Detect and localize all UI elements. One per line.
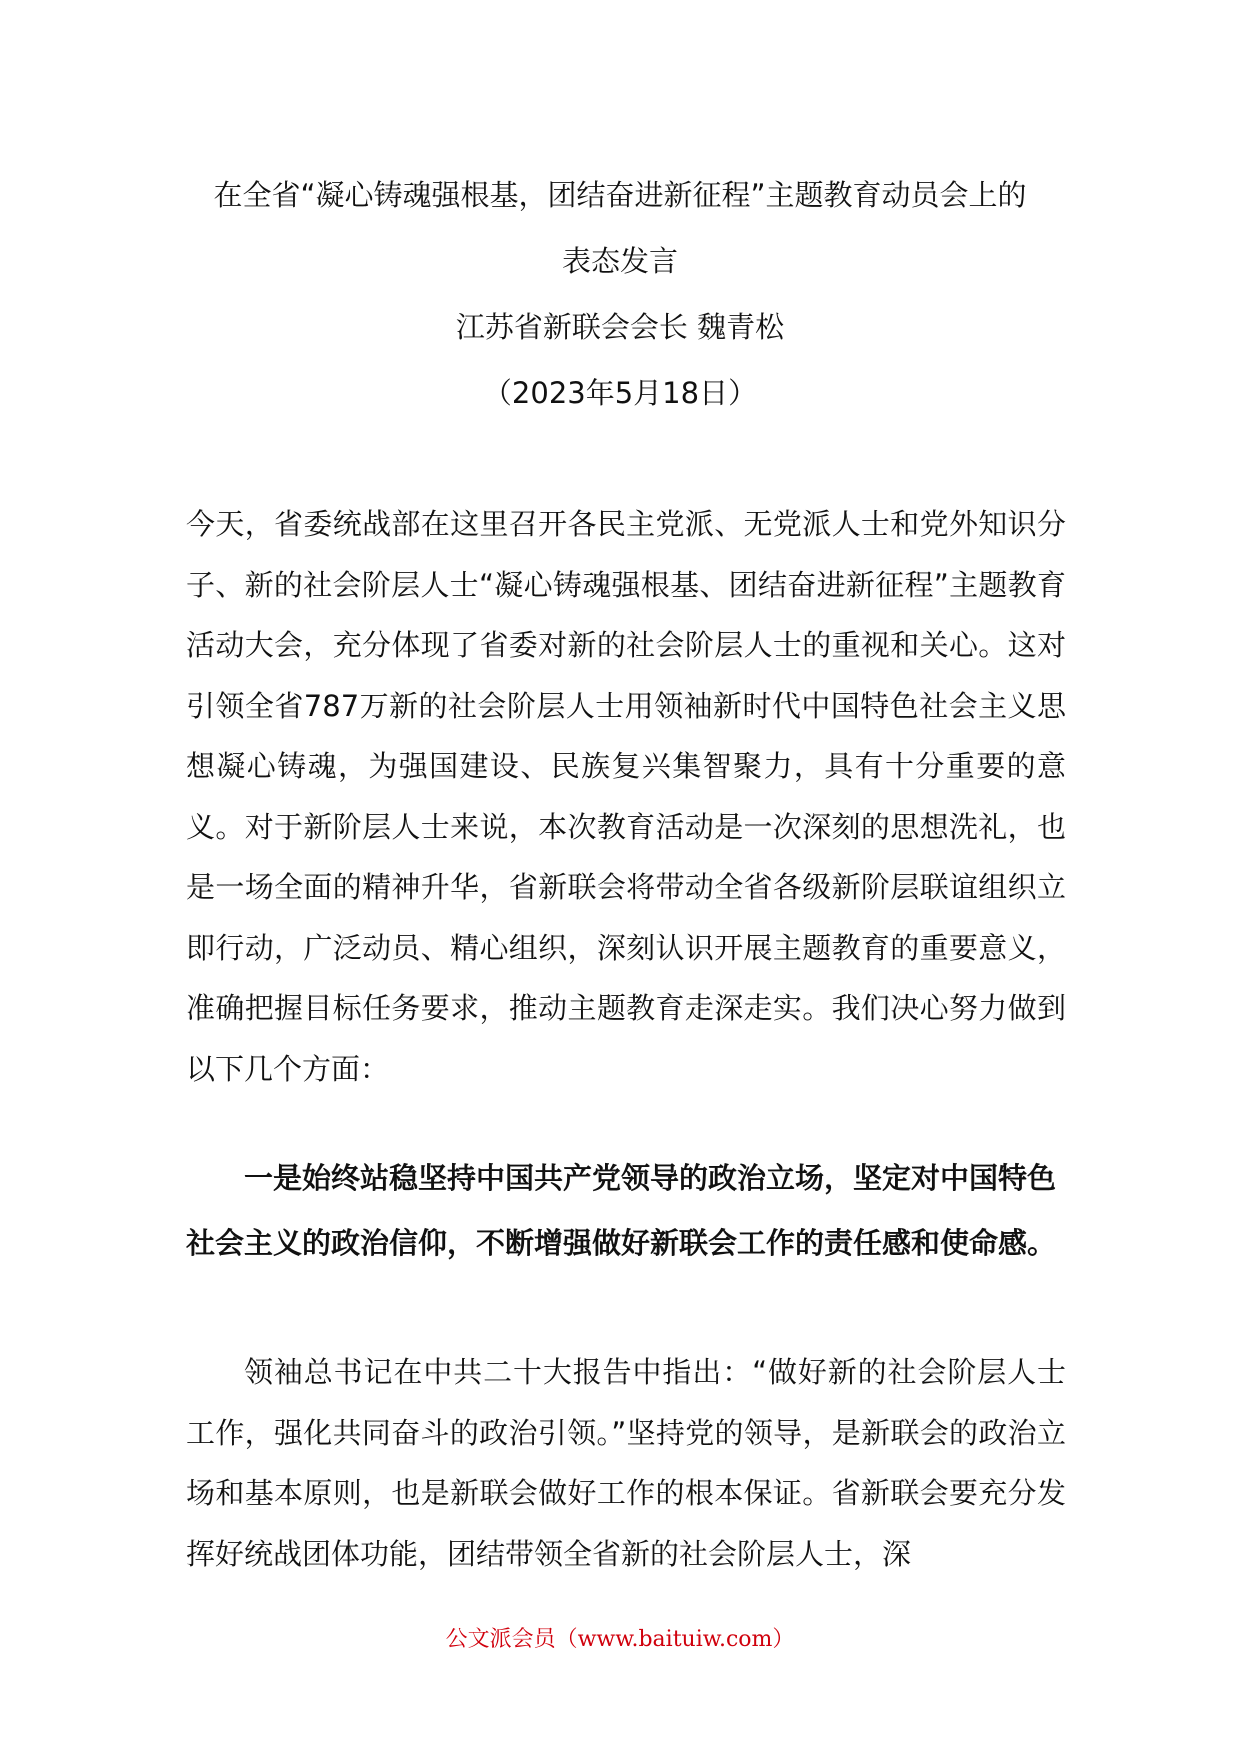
speaker-line: 江苏省新联会会长 魏青松	[455, 310, 785, 344]
footer-watermark: 公文派会员（www.baituiw.com）	[445, 1627, 795, 1652]
date-line: （2023年5月18日）	[482, 376, 758, 410]
body-paragraph-1: 今天，省委统战部在这里召开各民主党派、无党派人士和党外知识分子、新的社会阶层人士“凝心铸魂强根基、团结奋进新征程”主题教育活动大会，充分体现了省委对新的社会阶层人士的重视和关心。这对引领全省787万新的社会阶层人士用领袖新时代中国特色社会主义思想凝心铸魂，为强国建设、民族复兴集智聚力，具有十分重要的意义。对于新阶层人士来说，本次教育活动是一次深刻的思想洗礼，也是一场全面的精神升华，省新联会将带动全省各级新阶层联谊组织立即行动，广泛动员、精心组织，深刻认识开展主题教育的重要意义，准确把握目标任务要求，推动主题教育走深走实。我们决心努力做到以下几个方面：	[186, 507, 1066, 1086]
body-paragraph-2: 领袖总书记在中共二十大报告中指出：“做好新的社会阶层人士工作，强化共同奋斗的政治引领。”坚持党的领导，是新联会的政治立场和基本原则，也是新联会做好工作的根本保证。省新联会要充分发挥好统战团体功能，团结带领全省新的社会阶层人士，深	[186, 1355, 1066, 1571]
document-title-line-2: 表态发言	[561, 244, 678, 278]
document-title-line-1: 在全省“凝心铸魂强根基，团结奋进新征程”主题教育动员会上的	[213, 178, 1027, 212]
section-heading-1: 一是始终站稳坚持中国共产党领导的政治立场，坚定对中国特色社会主义的政治信仰，不断增强做好新联会工作的责任感和使命感。	[186, 1161, 1057, 1260]
